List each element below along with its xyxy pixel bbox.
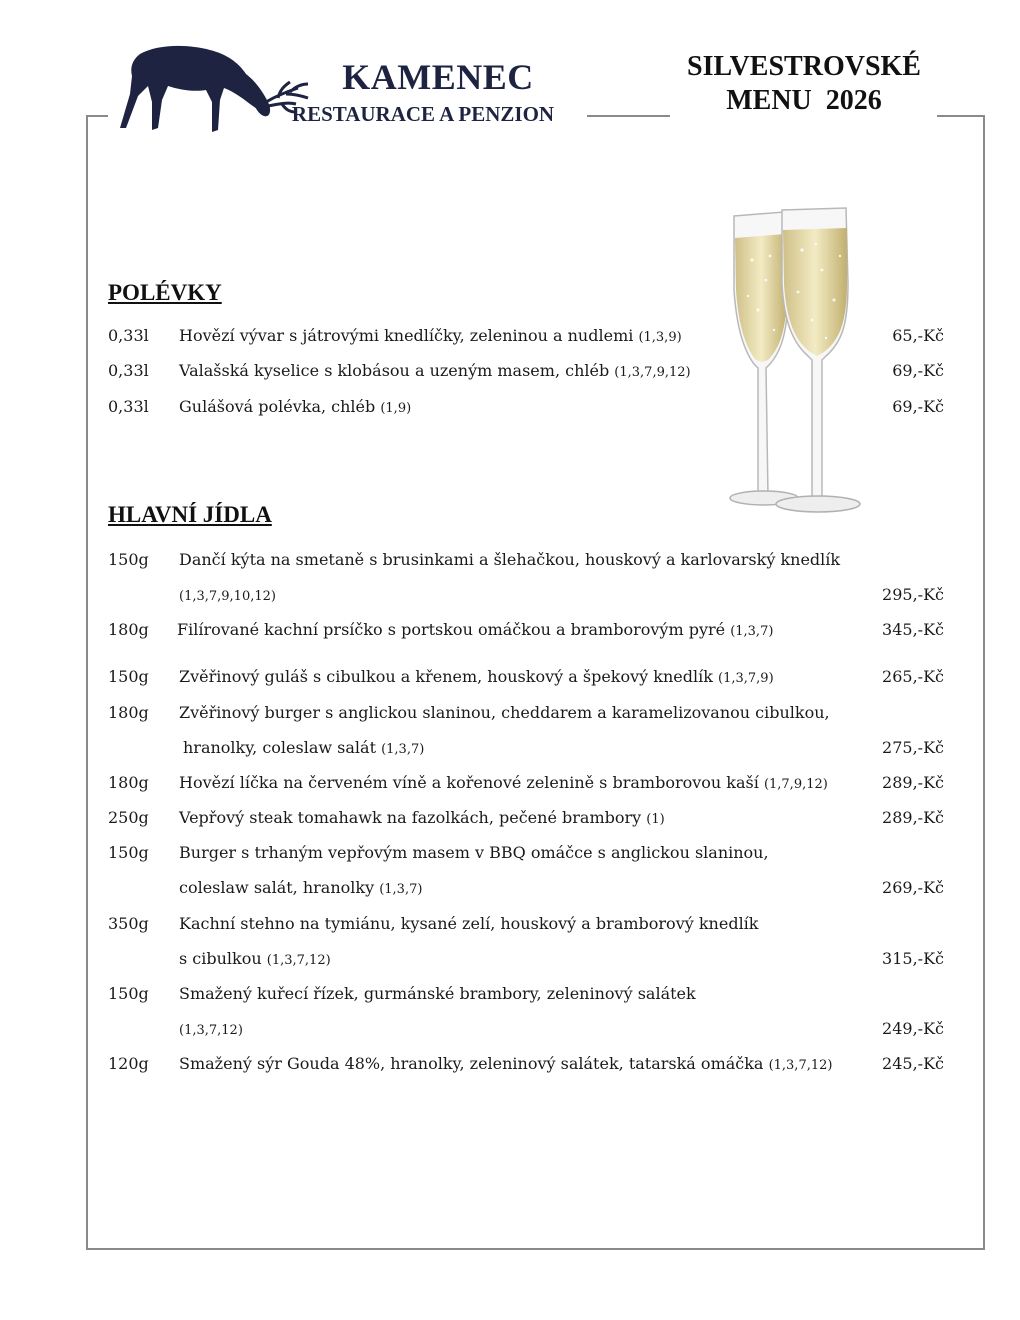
- item-quantity: 350g: [108, 914, 149, 933]
- item-quantity: 150g: [108, 843, 149, 862]
- item-quantity: 180g: [108, 703, 149, 722]
- frame-top-right: [937, 115, 985, 117]
- item-allergens: (1,3,7): [730, 624, 774, 639]
- item-allergens: (1,7,9,12): [763, 777, 828, 792]
- menu-item-continuation: [108, 944, 944, 974]
- section-heading-soups: POLÉVKY: [108, 280, 222, 305]
- menu-item: [108, 356, 944, 386]
- item-quantity: 0,33l: [108, 397, 149, 416]
- section-heading-mains: HLAVNÍ JÍDLA: [108, 502, 272, 527]
- item-description: Gulášová polévka, chléb (1,9): [179, 397, 412, 416]
- item-description: Zvěřinový burger s anglickou slaninou, cheddarem a karamelizovanou cibulkou,: [179, 703, 830, 722]
- frame-right: [983, 115, 985, 1250]
- item-allergens: (1,3,9): [638, 330, 682, 345]
- item-description: Vepřový steak tomahawk na fazolkách, pečené brambory (1): [179, 808, 665, 827]
- item-price: 315,-Kč: [882, 949, 944, 968]
- item-description: Dančí kýta na smetaně s brusinkami a šlehačkou, houskový a karlovarský knedlík: [179, 550, 841, 569]
- item-description-line2: [179, 1014, 243, 1046]
- item-price: 65,-Kč: [892, 326, 944, 345]
- item-quantity: 120g: [108, 1054, 149, 1073]
- item-quantity: 0,33l: [108, 326, 149, 345]
- item-allergens: (1,3,7,9): [718, 671, 774, 686]
- item-allergens: (1,3,7,12): [266, 953, 331, 968]
- item-description: Burger s trhaným vepřovým masem v BBQ omáčce s anglickou slaninou,: [179, 843, 769, 862]
- item-price: 269,-Kč: [882, 878, 944, 897]
- brand-subtitle: RESTAURACE A PENZION: [291, 102, 555, 126]
- menu-item: [108, 545, 944, 575]
- item-description: Smažený kuřecí řízek, gurmánské brambory, zeleninový salátek: [179, 984, 696, 1003]
- item-price: 249,-Kč: [882, 1019, 944, 1038]
- item-price: 295,-Kč: [882, 585, 944, 604]
- item-allergens: (1): [646, 812, 665, 827]
- item-price: 289,-Kč: [882, 773, 944, 792]
- menu-item-continuation: [108, 873, 944, 903]
- item-description-line2: s cibulkou (1,3,7,12): [179, 949, 331, 968]
- item-price: 265,-Kč: [882, 667, 944, 686]
- frame-bottom: [86, 1248, 985, 1250]
- item-description-line2: [179, 580, 276, 612]
- item-description: Hovězí vývar s játrovými knedlíčky, zeleninou a nudlemi (1,3,9): [179, 326, 682, 345]
- item-price: 69,-Kč: [892, 397, 944, 416]
- item-quantity: 150g: [108, 667, 149, 686]
- item-allergens: (1,3,7,9,10,12): [179, 589, 276, 604]
- item-quantity: 150g: [108, 984, 149, 1003]
- item-description-line2: coleslaw salát, hranolky (1,3,7): [179, 878, 423, 897]
- item-quantity: 180g: [108, 620, 149, 639]
- item-allergens: (1,3,7,12): [179, 1023, 243, 1038]
- menu-item-continuation: [108, 733, 944, 763]
- item-description: Valašská kyselice s klobásou a uzeným masem, chléb (1,3,7,9,12): [179, 361, 691, 380]
- menu-item: [108, 803, 944, 833]
- item-description: Zvěřinový guláš s cibulkou a křenem, houskový a špekový knedlík (1,3,7,9): [179, 667, 774, 686]
- item-allergens: (1,3,7,12): [768, 1058, 833, 1073]
- item-price: 69,-Kč: [892, 361, 944, 380]
- menu-title-line1: SILVESTROVSKÉ: [687, 51, 921, 82]
- menu-item: [108, 979, 944, 1009]
- item-allergens: (1,3,7): [379, 882, 423, 897]
- item-description: Filírované kachní prsíčko s portskou omáčkou a bramborovým pyré (1,3,7): [177, 620, 774, 639]
- item-description: Hovězí líčka na červeném víně a kořenové zelenině s bramborovou kaší (1,7,9,12): [179, 773, 828, 792]
- item-description-line2: hranolky, coleslaw salát (1,3,7): [183, 738, 425, 757]
- item-allergens: (1,9): [380, 401, 412, 416]
- menu-item: [108, 768, 944, 798]
- menu-item: [108, 909, 944, 939]
- frame-left: [86, 115, 88, 1250]
- menu-title-line2: MENU 2026: [726, 85, 882, 116]
- item-description: Smažený sýr Gouda 48%, hranolky, zeleninový salátek, tatarská omáčka (1,3,7,12): [179, 1054, 833, 1073]
- frame-top-left: [86, 115, 108, 117]
- item-price: 289,-Kč: [882, 808, 944, 827]
- item-allergens: (1,3,7): [381, 742, 425, 757]
- item-description: Kachní stehno na tymiánu, kysané zelí, houskový a bramborový knedlík: [179, 914, 759, 933]
- item-quantity: 0,33l: [108, 361, 149, 380]
- item-quantity: 150g: [108, 550, 149, 569]
- menu-item: [108, 392, 944, 422]
- menu-title: [680, 50, 928, 118]
- menu-item: [108, 662, 944, 692]
- item-quantity: 250g: [108, 808, 149, 827]
- menu-item: [108, 698, 944, 728]
- item-allergens: (1,3,7,9,12): [614, 365, 691, 380]
- item-price: 345,-Kč: [882, 620, 944, 639]
- menu-item: [108, 1049, 944, 1079]
- frame-top-middle: [587, 115, 670, 117]
- item-price: 275,-Kč: [882, 738, 944, 757]
- menu-item: [108, 615, 944, 645]
- brand-name: KAMENEC: [342, 57, 534, 97]
- item-price: 245,-Kč: [882, 1054, 944, 1073]
- menu-item-continuation: [108, 580, 944, 610]
- menu-item: [108, 321, 944, 351]
- item-quantity: 180g: [108, 773, 149, 792]
- menu-item: [108, 838, 944, 868]
- menu-item-continuation: [108, 1014, 944, 1044]
